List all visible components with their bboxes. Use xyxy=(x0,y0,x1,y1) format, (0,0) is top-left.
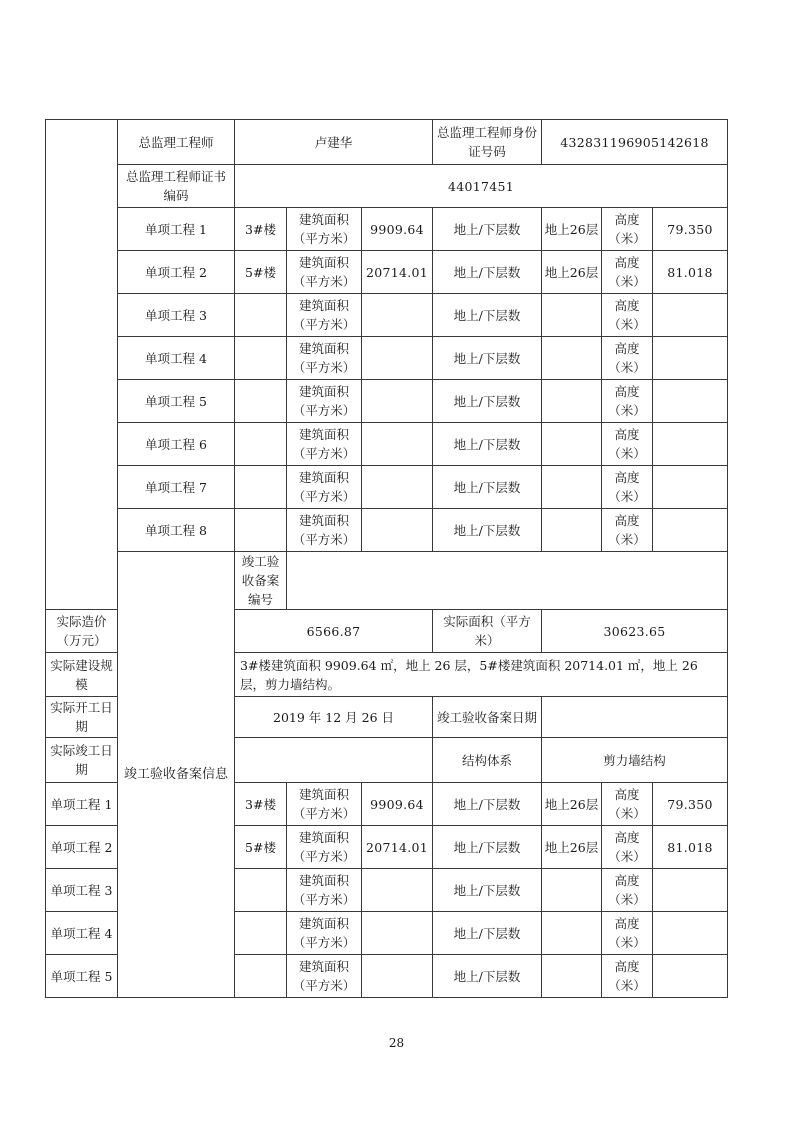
item-height-label: 高度（米） xyxy=(602,955,653,998)
cost-label: 实际造价（万元） xyxy=(46,610,118,653)
table-row xyxy=(46,208,728,251)
item-floors-label: 地上/下层数 xyxy=(433,337,542,380)
item-height-label: 高度（米） xyxy=(602,869,653,912)
item-floors xyxy=(542,380,602,423)
item-building xyxy=(235,869,287,912)
record-table xyxy=(45,119,728,998)
item-area xyxy=(362,955,433,998)
finish-date-value xyxy=(235,738,433,783)
page-number: 28 xyxy=(388,1036,405,1050)
item-area xyxy=(362,466,433,509)
item-building xyxy=(235,294,287,337)
engineer-name: 卢建华 xyxy=(235,120,433,165)
item-area-label: 建筑面积（平方米） xyxy=(287,337,362,380)
item-area xyxy=(362,294,433,337)
record-no-row xyxy=(46,552,728,610)
supervisor-group-cell xyxy=(46,120,118,610)
item-floors-label: 地上/下层数 xyxy=(433,294,542,337)
engineer-label: 总监理工程师 xyxy=(118,120,235,165)
item-building xyxy=(235,955,287,998)
item-height: 79.350 xyxy=(653,208,728,251)
item-area xyxy=(362,509,433,552)
item-name: 单项工程 6 xyxy=(118,423,235,466)
item-name: 单项工程 2 xyxy=(46,826,118,869)
item-building: 3#楼 xyxy=(235,208,287,251)
item-floors-label: 地上/下层数 xyxy=(433,466,542,509)
item-area-label: 建筑面积（平方米） xyxy=(287,251,362,294)
item-floors-label: 地上/下层数 xyxy=(433,826,542,869)
start-date-value: 2019 年 12 月 26 日 xyxy=(235,697,433,738)
item-area: 9909.64 xyxy=(362,783,433,826)
item-area-label: 建筑面积（平方米） xyxy=(287,955,362,998)
item-floors xyxy=(542,912,602,955)
item-area-label: 建筑面积（平方米） xyxy=(287,294,362,337)
item-height-label: 高度（米） xyxy=(602,423,653,466)
item-area-label: 建筑面积（平方米） xyxy=(287,380,362,423)
item-height: 79.350 xyxy=(653,783,728,826)
item-height xyxy=(653,869,728,912)
item-floors-label: 地上/下层数 xyxy=(433,783,542,826)
structure-label: 结构体系 xyxy=(433,738,542,783)
item-building xyxy=(235,380,287,423)
item-floors-label: 地上/下层数 xyxy=(433,912,542,955)
id-label: 总监理工程师身份证号码 xyxy=(433,120,542,165)
item-building: 3#楼 xyxy=(235,783,287,826)
item-height-label: 高度（米） xyxy=(602,337,653,380)
item-area xyxy=(362,912,433,955)
item-height xyxy=(653,509,728,552)
item-height-label: 高度（米） xyxy=(602,783,653,826)
item-building xyxy=(235,337,287,380)
item-area xyxy=(362,380,433,423)
item-building: 5#楼 xyxy=(235,251,287,294)
item-area: 9909.64 xyxy=(362,208,433,251)
item-area-label: 建筑面积（平方米） xyxy=(287,912,362,955)
supervisor-engineer-row xyxy=(46,120,728,165)
item-floors-label: 地上/下层数 xyxy=(433,423,542,466)
item-floors xyxy=(542,337,602,380)
completion-group-label: 竣工验收备案信息 xyxy=(118,552,235,998)
item-height xyxy=(653,337,728,380)
table-row xyxy=(46,380,728,423)
item-area-label: 建筑面积（平方米） xyxy=(287,783,362,826)
structure-value: 剪力墙结构 xyxy=(542,738,728,783)
item-building: 5#楼 xyxy=(235,826,287,869)
item-area-label: 建筑面积（平方米） xyxy=(287,869,362,912)
item-floors: 地上26层 xyxy=(542,251,602,294)
item-floors xyxy=(542,955,602,998)
cost-value: 6566.87 xyxy=(235,610,433,653)
item-area-label: 建筑面积（平方米） xyxy=(287,208,362,251)
item-building xyxy=(235,423,287,466)
table-row xyxy=(46,337,728,380)
item-area: 20714.01 xyxy=(362,826,433,869)
item-height-label: 高度（米） xyxy=(602,509,653,552)
item-area xyxy=(362,337,433,380)
item-height xyxy=(653,294,728,337)
item-area xyxy=(362,423,433,466)
item-floors xyxy=(542,466,602,509)
item-height xyxy=(653,912,728,955)
finish-date-label: 实际竣工日期 xyxy=(46,738,118,783)
item-name: 单项工程 3 xyxy=(46,869,118,912)
item-building xyxy=(235,466,287,509)
record-no-value xyxy=(287,552,728,610)
cert-label: 总监理工程师证书编码 xyxy=(118,165,235,208)
item-height-label: 高度（米） xyxy=(602,251,653,294)
item-name: 单项工程 1 xyxy=(118,208,235,251)
record-no-label: 竣工验收备案编号 xyxy=(235,552,287,610)
table-row xyxy=(46,509,728,552)
item-floors: 地上26层 xyxy=(542,208,602,251)
supervisor-cert-row xyxy=(46,165,728,208)
item-area-label: 建筑面积（平方米） xyxy=(287,509,362,552)
item-floors-label: 地上/下层数 xyxy=(433,955,542,998)
item-area: 20714.01 xyxy=(362,251,433,294)
start-date-label: 实际开工日期 xyxy=(46,697,118,738)
record-date-value xyxy=(542,697,728,738)
item-floors: 地上26层 xyxy=(542,783,602,826)
item-floors xyxy=(542,509,602,552)
scale-value: 3#楼建筑面积 9909.64 ㎡，地上 26 层，5#楼建筑面积 20714.01 ㎡，地上 26 层，剪力墙结构。 xyxy=(235,653,728,697)
item-floors xyxy=(542,294,602,337)
item-name: 单项工程 7 xyxy=(118,466,235,509)
item-floors-label: 地上/下层数 xyxy=(433,208,542,251)
scale-label: 实际建设规模 xyxy=(46,653,118,697)
item-height-label: 高度（米） xyxy=(602,912,653,955)
item-area xyxy=(362,869,433,912)
id-value: 432831196905142618 xyxy=(542,120,728,165)
item-floors: 地上26层 xyxy=(542,826,602,869)
table-row xyxy=(46,294,728,337)
item-height xyxy=(653,466,728,509)
cert-value: 44017451 xyxy=(235,165,728,208)
item-area-label: 建筑面积（平方米） xyxy=(287,466,362,509)
item-area-label: 建筑面积（平方米） xyxy=(287,423,362,466)
actual-area-value: 30623.65 xyxy=(542,610,728,653)
item-height: 81.018 xyxy=(653,251,728,294)
item-height xyxy=(653,423,728,466)
item-building xyxy=(235,509,287,552)
item-name: 单项工程 3 xyxy=(118,294,235,337)
item-name: 单项工程 2 xyxy=(118,251,235,294)
item-height: 81.018 xyxy=(653,826,728,869)
item-floors xyxy=(542,869,602,912)
record-date-label: 竣工验收备案日期 xyxy=(433,697,542,738)
table-row xyxy=(46,423,728,466)
item-name: 单项工程 4 xyxy=(46,912,118,955)
item-floors-label: 地上/下层数 xyxy=(433,251,542,294)
item-name: 单项工程 5 xyxy=(46,955,118,998)
item-area-label: 建筑面积（平方米） xyxy=(287,826,362,869)
item-height xyxy=(653,380,728,423)
item-name: 单项工程 5 xyxy=(118,380,235,423)
item-floors xyxy=(542,423,602,466)
item-height-label: 高度（米） xyxy=(602,380,653,423)
item-height-label: 高度（米） xyxy=(602,826,653,869)
item-floors-label: 地上/下层数 xyxy=(433,380,542,423)
table-row xyxy=(46,251,728,294)
item-height-label: 高度（米） xyxy=(602,208,653,251)
item-floors-label: 地上/下层数 xyxy=(433,869,542,912)
table-row xyxy=(46,466,728,509)
item-height-label: 高度（米） xyxy=(602,466,653,509)
item-name: 单项工程 4 xyxy=(118,337,235,380)
item-building xyxy=(235,912,287,955)
actual-area-label: 实际面积（平方米） xyxy=(433,610,542,653)
item-height-label: 高度（米） xyxy=(602,294,653,337)
item-name: 单项工程 1 xyxy=(46,783,118,826)
item-name: 单项工程 8 xyxy=(118,509,235,552)
item-floors-label: 地上/下层数 xyxy=(433,509,542,552)
item-height xyxy=(653,955,728,998)
